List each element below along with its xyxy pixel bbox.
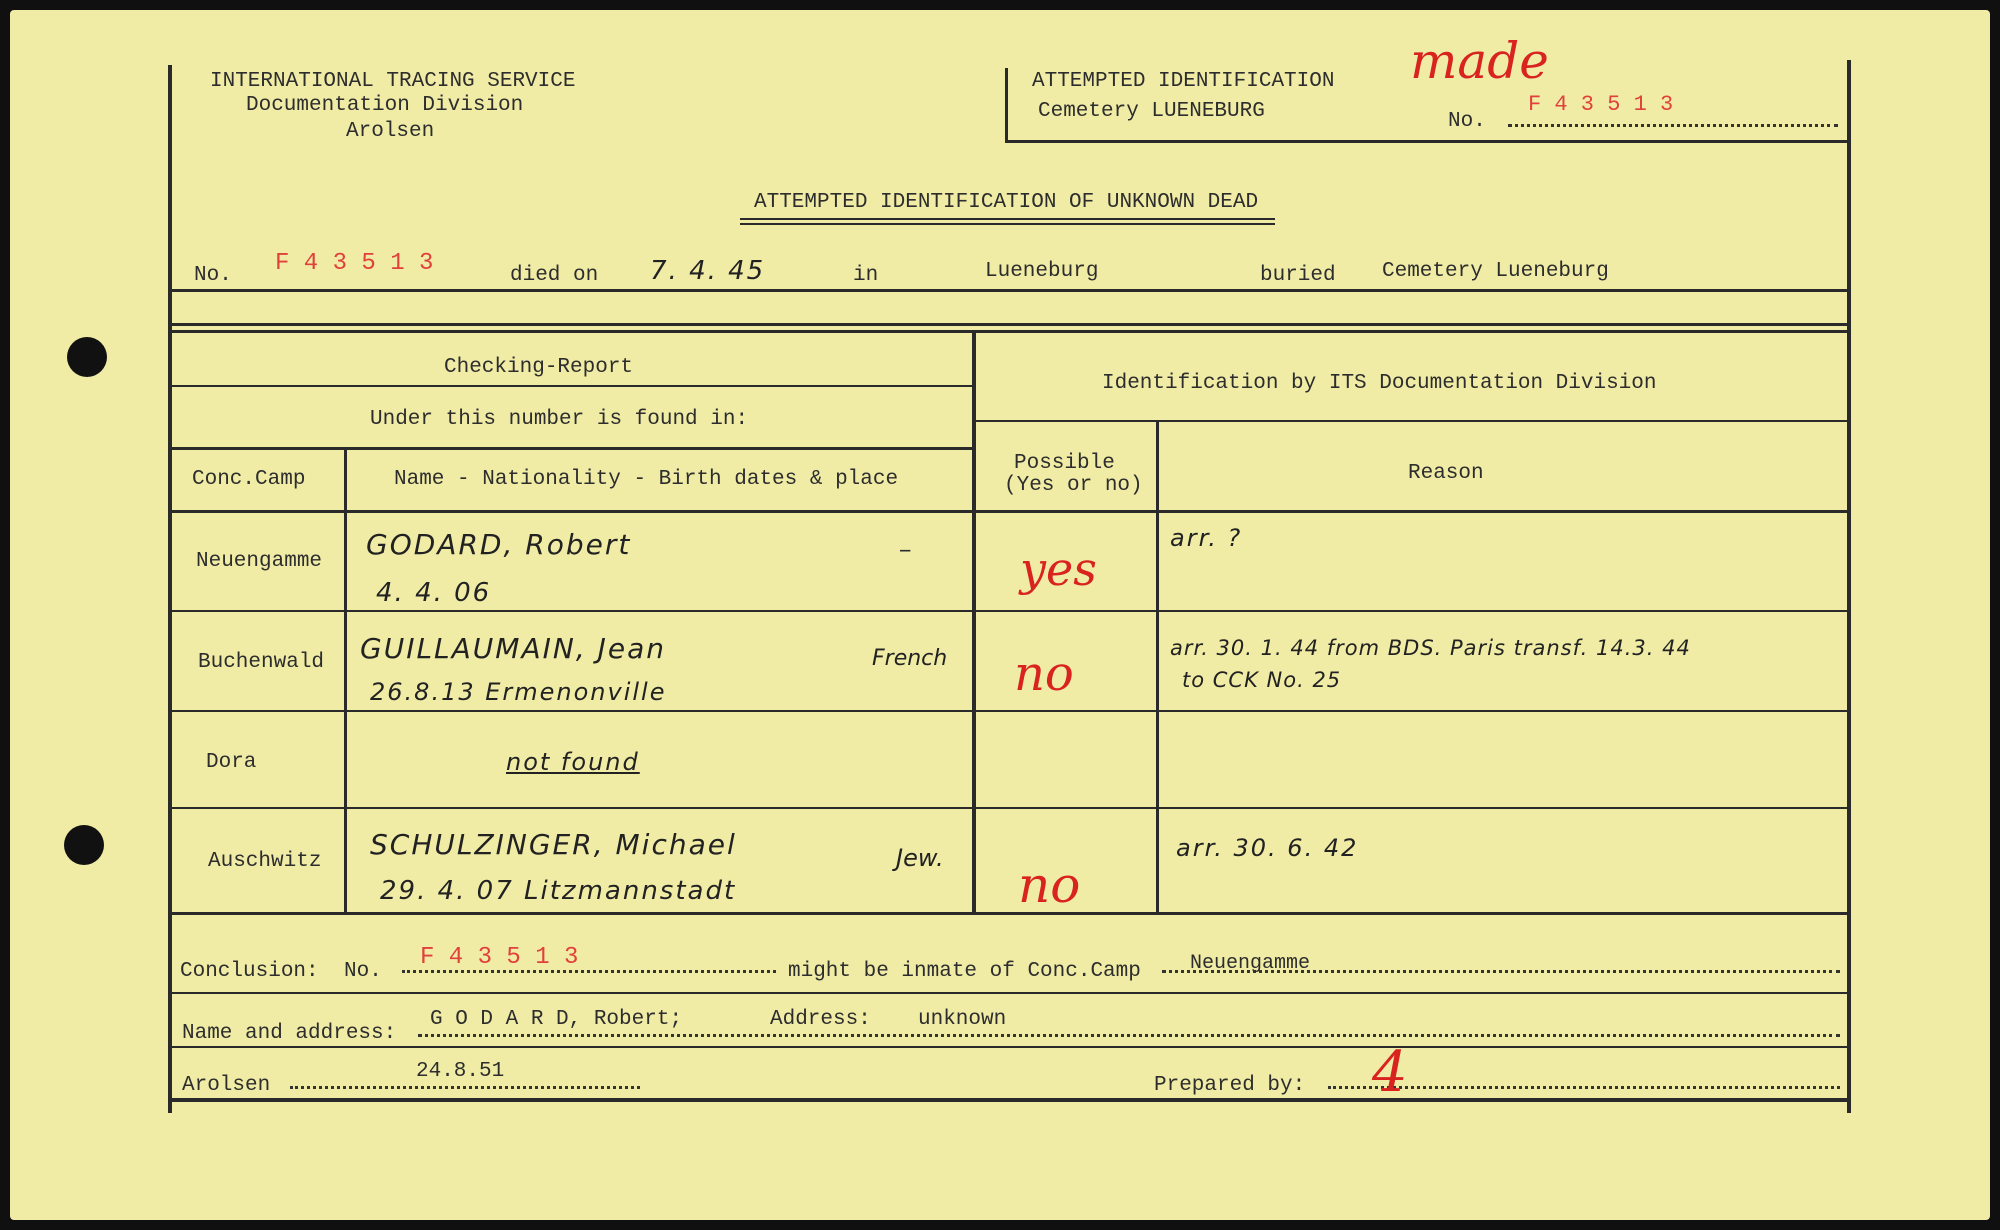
table-row-possible: no xyxy=(1014,646,1074,702)
row-rule-1 xyxy=(168,610,1848,612)
table-row-camp: Dora xyxy=(206,751,257,774)
died-value: 7. 4. 45 xyxy=(650,256,766,286)
col-camp-header: Conc.Camp xyxy=(192,468,306,491)
punch-hole-bottom xyxy=(64,825,104,865)
table-row-name: SCHULZINGER, Michael xyxy=(370,828,737,861)
name-dots xyxy=(418,1034,1840,1037)
header-row-top xyxy=(168,447,974,450)
conclusion-no-dots xyxy=(402,970,776,973)
table-bottom-rule xyxy=(168,912,1848,915)
conclusion-rule xyxy=(168,992,1848,994)
table-camp-divider xyxy=(344,447,347,914)
org-division: Documentation Division xyxy=(246,94,524,117)
table-row-camp: Buchenwald xyxy=(198,651,325,674)
row-rule-2 xyxy=(168,710,1848,712)
table-row-nationality: – xyxy=(898,538,913,565)
checking-report-header: Checking-Report xyxy=(444,356,634,379)
frame-bottom xyxy=(168,1098,1851,1102)
table-row-name: GUILLAUMAIN, Jean xyxy=(360,632,667,665)
header-box-title: ATTEMPTED IDENTIFICATION xyxy=(1032,70,1335,93)
conclusion-no-value: F 4 3 5 1 3 xyxy=(420,944,579,971)
col-possible-header-1: Possible xyxy=(1014,452,1115,475)
document-card xyxy=(10,10,1990,1220)
frame-left xyxy=(168,65,172,1113)
table-top-rule-2 xyxy=(168,330,1848,333)
death-no-value: F 4 3 5 1 3 xyxy=(275,250,434,277)
frame-right xyxy=(1847,60,1851,1113)
name-value: G O D A R D, Robert; xyxy=(430,1008,683,1031)
died-label: died on xyxy=(510,264,599,287)
found-in-header: Under this number is found in: xyxy=(370,408,749,431)
prepared-signature: 4 xyxy=(1372,1040,1408,1105)
title-underline-1 xyxy=(740,218,1275,220)
table-row-nationality: Jew. xyxy=(896,844,944,872)
header-box-left xyxy=(1005,68,1008,142)
table-mid-divider xyxy=(972,330,976,914)
table-row-camp: Neuengamme xyxy=(196,550,323,573)
header-no-value: F 4 3 5 1 3 xyxy=(1528,92,1674,117)
table-row-reason: arr. ? xyxy=(1170,524,1243,552)
table-row-birth: 26.8.13 Ermenonville xyxy=(370,678,667,706)
death-line-rule xyxy=(168,289,1848,292)
identification-rule xyxy=(974,420,1848,422)
punch-hole-top xyxy=(67,337,107,377)
title-underline-2 xyxy=(740,223,1275,225)
header-no-dots xyxy=(1508,124,1838,127)
table-row-birth: 4. 4. 06 xyxy=(376,578,492,608)
date-value: 24.8.51 xyxy=(416,1060,505,1083)
table-row-name: GODARD, Robert xyxy=(366,528,632,561)
header-row-bottom xyxy=(168,510,1848,513)
identification-header: Identification by ITS Documentation Division xyxy=(1102,372,1657,395)
col-name-header: Name - Nationality - Birth dates & place xyxy=(394,468,899,491)
made-annotation: made xyxy=(1410,32,1549,90)
org-name: INTERNATIONAL TRACING SERVICE xyxy=(210,70,576,93)
table-row-possible: no xyxy=(1018,856,1081,914)
address-value: unknown xyxy=(918,1008,1007,1031)
org-city: Arolsen xyxy=(346,120,435,143)
page-title: ATTEMPTED IDENTIFICATION OF UNKNOWN DEAD xyxy=(754,191,1259,214)
table-possible-divider xyxy=(1156,420,1159,914)
name-address-label: Name and address: xyxy=(182,1022,397,1045)
name-rule xyxy=(168,1046,1848,1048)
conclusion-no-label: No. xyxy=(344,960,382,983)
buried-value: Cemetery Lueneburg xyxy=(1382,260,1609,283)
col-reason-header: Reason xyxy=(1408,462,1484,485)
table-top-rule xyxy=(168,323,1848,326)
conclusion-camp-value: Neuengamme xyxy=(1190,952,1311,975)
row-rule-3 xyxy=(168,807,1848,809)
table-row-camp: Auschwitz xyxy=(208,850,322,873)
table-row-name: not found xyxy=(506,748,640,776)
prepared-label: Prepared by: xyxy=(1154,1074,1306,1097)
header-box-bottom xyxy=(1005,140,1848,143)
col-possible-header-2: (Yes or no) xyxy=(1004,474,1143,497)
arolsen-label: Arolsen xyxy=(182,1074,271,1097)
might-be-text: might be inmate of Conc.Camp xyxy=(788,960,1141,983)
in-value: Lueneburg xyxy=(985,260,1099,283)
table-row-reason: arr. 30. 6. 42 xyxy=(1176,834,1359,862)
header-box-cemetery: Cemetery LUENEBURG xyxy=(1038,100,1265,123)
date-dots xyxy=(290,1086,640,1089)
table-row-reason: arr. 30. 1. 44 from BDS. Paris transf. 14.3. 44 xyxy=(1170,636,1691,660)
death-no-label: No. xyxy=(194,264,232,287)
in-label: in xyxy=(853,264,879,287)
header-no-label: No. xyxy=(1448,110,1486,133)
buried-label: buried xyxy=(1260,264,1336,287)
address-label: Address: xyxy=(770,1008,871,1031)
table-row-nationality: French xyxy=(872,646,948,671)
checking-report-rule xyxy=(168,385,974,387)
conclusion-label: Conclusion: xyxy=(180,960,319,983)
table-row-possible: yes xyxy=(1020,542,1097,596)
table-row-birth: 29. 4. 07 Litzmannstadt xyxy=(380,876,737,906)
table-row-reason-2: to CCK No. 25 xyxy=(1182,668,1342,692)
